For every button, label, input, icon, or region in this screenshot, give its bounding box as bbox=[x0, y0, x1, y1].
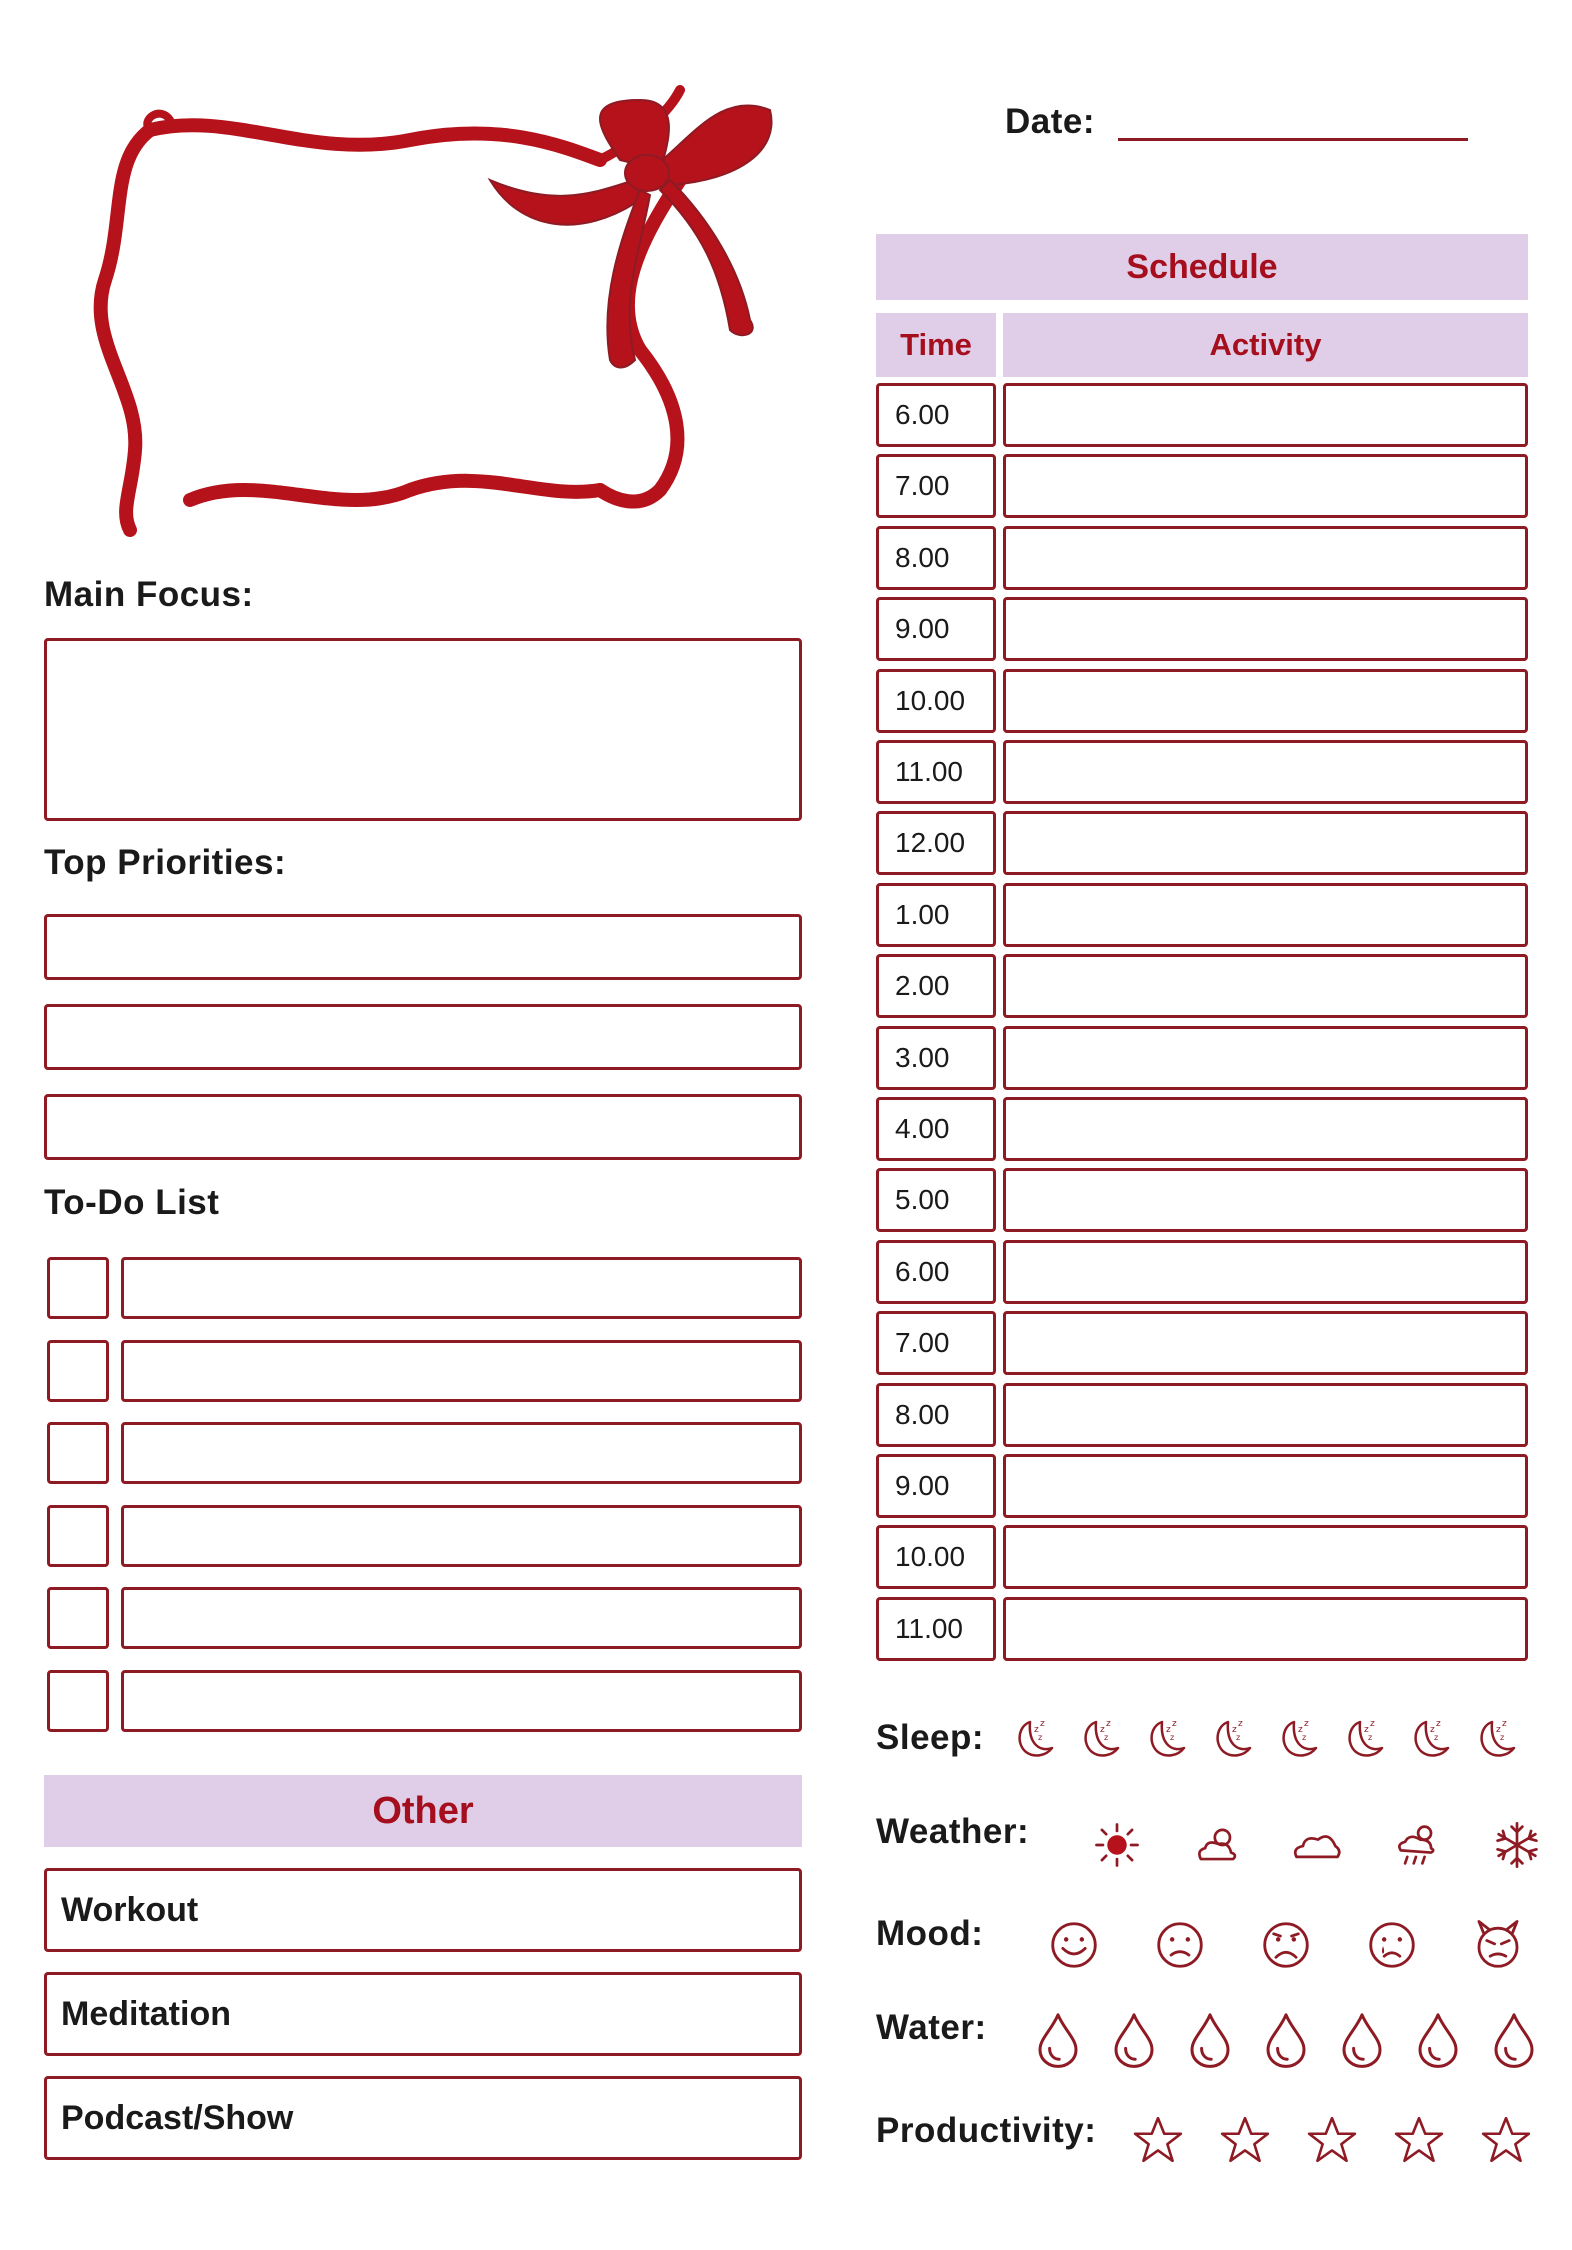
schedule-time-cell: 8.00 bbox=[876, 1383, 996, 1447]
sleep-moon-icon[interactable] bbox=[1272, 1714, 1322, 1764]
svg-text:z: z bbox=[1304, 1719, 1309, 1729]
svg-text:z: z bbox=[1298, 1725, 1303, 1735]
sleep-moon-icon[interactable] bbox=[1338, 1714, 1388, 1764]
svg-text:z: z bbox=[1100, 1725, 1105, 1735]
schedule-activity-cell[interactable] bbox=[1003, 454, 1528, 518]
cloudy-icon[interactable] bbox=[1290, 1818, 1344, 1872]
svg-text:z: z bbox=[1430, 1725, 1435, 1735]
rain-icon[interactable] bbox=[1390, 1818, 1444, 1872]
todo-item-field[interactable] bbox=[121, 1505, 802, 1567]
time-column-header: Time bbox=[876, 313, 996, 377]
svg-text:z: z bbox=[1302, 1733, 1307, 1742]
schedule-activity-cell[interactable] bbox=[1003, 740, 1528, 804]
sleep-moon-icon[interactable] bbox=[1404, 1714, 1454, 1764]
activity-column-header: Activity bbox=[1003, 313, 1528, 377]
other-meditation[interactable]: Meditation bbox=[44, 1972, 802, 2056]
svg-text:z: z bbox=[1038, 1733, 1043, 1742]
todo-item-field[interactable] bbox=[121, 1587, 802, 1649]
svg-text:z: z bbox=[1166, 1725, 1171, 1735]
star-icon[interactable] bbox=[1480, 2114, 1532, 2166]
schedule-time-cell: 7.00 bbox=[876, 454, 996, 518]
sun-icon[interactable] bbox=[1090, 1818, 1144, 1872]
star-icon[interactable] bbox=[1306, 2114, 1358, 2166]
angry-devil-face-icon[interactable] bbox=[1470, 1917, 1526, 1973]
svg-text:z: z bbox=[1436, 1719, 1441, 1729]
other-workout[interactable]: Workout bbox=[44, 1868, 802, 1952]
svg-text:z: z bbox=[1106, 1719, 1111, 1729]
water-drop-icon[interactable] bbox=[1256, 2010, 1316, 2070]
sleep-moon-icon[interactable] bbox=[1008, 1714, 1058, 1764]
svg-text:z: z bbox=[1236, 1733, 1241, 1742]
todo-item-field[interactable] bbox=[121, 1340, 802, 1402]
schedule-activity-cell[interactable] bbox=[1003, 954, 1528, 1018]
main-focus-label: Main Focus: bbox=[44, 575, 254, 614]
schedule-activity-cell[interactable] bbox=[1003, 1240, 1528, 1304]
productivity-label: Productivity: bbox=[876, 2111, 1097, 2150]
schedule-activity-cell[interactable] bbox=[1003, 1026, 1528, 1090]
sleep-moon-icon[interactable] bbox=[1470, 1714, 1520, 1764]
todo-label: To-Do List bbox=[44, 1183, 220, 1222]
svg-text:z: z bbox=[1496, 1725, 1501, 1735]
snowflake-icon[interactable] bbox=[1490, 1818, 1544, 1872]
schedule-activity-cell[interactable] bbox=[1003, 383, 1528, 447]
todo-checkbox[interactable] bbox=[47, 1422, 109, 1484]
schedule-activity-cell[interactable] bbox=[1003, 597, 1528, 661]
todo-item-field[interactable] bbox=[121, 1670, 802, 1732]
priority-field[interactable] bbox=[44, 1004, 802, 1070]
schedule-activity-cell[interactable] bbox=[1003, 1168, 1528, 1232]
sleep-moon-icon[interactable] bbox=[1140, 1714, 1190, 1764]
svg-text:z: z bbox=[1368, 1733, 1373, 1742]
svg-text:z: z bbox=[1104, 1733, 1109, 1742]
schedule-time-cell: 5.00 bbox=[876, 1168, 996, 1232]
weather-label: Weather: bbox=[876, 1812, 1030, 1851]
schedule-activity-cell[interactable] bbox=[1003, 883, 1528, 947]
top-priorities-label: Top Priorities: bbox=[44, 843, 287, 882]
schedule-activity-cell[interactable] bbox=[1003, 1525, 1528, 1589]
sleep-label: Sleep: bbox=[876, 1718, 985, 1757]
schedule-time-cell: 12.00 bbox=[876, 811, 996, 875]
todo-checkbox[interactable] bbox=[47, 1670, 109, 1732]
schedule-activity-cell[interactable] bbox=[1003, 1383, 1528, 1447]
sad-face-icon[interactable] bbox=[1152, 1917, 1208, 1973]
todo-checkbox[interactable] bbox=[47, 1340, 109, 1402]
schedule-time-cell: 11.00 bbox=[876, 740, 996, 804]
schedule-time-cell: 8.00 bbox=[876, 526, 996, 590]
svg-text:z: z bbox=[1172, 1719, 1177, 1729]
priority-field[interactable] bbox=[44, 914, 802, 980]
todo-item-field[interactable] bbox=[121, 1257, 802, 1319]
schedule-activity-cell[interactable] bbox=[1003, 1097, 1528, 1161]
schedule-header: Schedule bbox=[876, 234, 1528, 300]
schedule-time-cell: 10.00 bbox=[876, 669, 996, 733]
svg-text:z: z bbox=[1364, 1725, 1369, 1735]
svg-text:z: z bbox=[1232, 1725, 1237, 1735]
schedule-activity-cell[interactable] bbox=[1003, 669, 1528, 733]
water-label: Water: bbox=[876, 2008, 987, 2047]
schedule-time-cell: 6.00 bbox=[876, 383, 996, 447]
svg-text:z: z bbox=[1434, 1733, 1439, 1742]
schedule-time-cell: 11.00 bbox=[876, 1597, 996, 1661]
schedule-time-cell: 1.00 bbox=[876, 883, 996, 947]
water-drop-icon[interactable] bbox=[1484, 2010, 1544, 2070]
water-drop-icon[interactable] bbox=[1180, 2010, 1240, 2070]
water-drop-icon[interactable] bbox=[1104, 2010, 1164, 2070]
schedule-activity-cell[interactable] bbox=[1003, 1597, 1528, 1661]
water-drop-icon[interactable] bbox=[1408, 2010, 1468, 2070]
schedule-time-cell: 10.00 bbox=[876, 1525, 996, 1589]
todo-checkbox[interactable] bbox=[47, 1257, 109, 1319]
crying-face-icon[interactable] bbox=[1364, 1917, 1420, 1973]
todo-checkbox[interactable] bbox=[47, 1505, 109, 1567]
svg-text:z: z bbox=[1040, 1719, 1045, 1729]
schedule-activity-cell[interactable] bbox=[1003, 1311, 1528, 1375]
other-header: Other bbox=[44, 1775, 802, 1847]
happy-face-icon[interactable] bbox=[1046, 1917, 1102, 1973]
svg-text:z: z bbox=[1170, 1733, 1175, 1742]
schedule-activity-cell[interactable] bbox=[1003, 811, 1528, 875]
date-label: Date: bbox=[1005, 102, 1096, 141]
priority-field[interactable] bbox=[44, 1094, 802, 1160]
schedule-time-cell: 2.00 bbox=[876, 954, 996, 1018]
ribbon-frame-illustration bbox=[80, 70, 780, 560]
water-drop-icon[interactable] bbox=[1028, 2010, 1088, 2070]
svg-text:z: z bbox=[1370, 1719, 1375, 1729]
partly-cloudy-icon[interactable] bbox=[1190, 1818, 1244, 1872]
star-icon[interactable] bbox=[1219, 2114, 1271, 2166]
svg-text:z: z bbox=[1502, 1719, 1507, 1729]
other-podcast-show[interactable]: Podcast/Show bbox=[44, 2076, 802, 2160]
star-icon[interactable] bbox=[1393, 2114, 1445, 2166]
schedule-time-cell: 9.00 bbox=[876, 597, 996, 661]
schedule-activity-cell[interactable] bbox=[1003, 526, 1528, 590]
star-icon[interactable] bbox=[1132, 2114, 1184, 2166]
schedule-activity-cell[interactable] bbox=[1003, 1454, 1528, 1518]
main-focus-box[interactable] bbox=[44, 638, 802, 821]
frown-face-icon[interactable] bbox=[1258, 1917, 1314, 1973]
schedule-time-cell: 3.00 bbox=[876, 1026, 996, 1090]
todo-item-field[interactable] bbox=[121, 1422, 802, 1484]
todo-checkbox[interactable] bbox=[47, 1587, 109, 1649]
schedule-time-cell: 9.00 bbox=[876, 1454, 996, 1518]
water-drop-icon[interactable] bbox=[1332, 2010, 1392, 2070]
sleep-moon-icon[interactable] bbox=[1206, 1714, 1256, 1764]
svg-text:z: z bbox=[1500, 1733, 1505, 1742]
schedule-time-cell: 7.00 bbox=[876, 1311, 996, 1375]
sleep-moon-icon[interactable] bbox=[1074, 1714, 1124, 1764]
svg-text:z: z bbox=[1238, 1719, 1243, 1729]
schedule-time-cell: 4.00 bbox=[876, 1097, 996, 1161]
svg-text:z: z bbox=[1034, 1725, 1039, 1735]
date-line[interactable] bbox=[1118, 138, 1468, 141]
mood-label: Mood: bbox=[876, 1914, 984, 1953]
schedule-time-cell: 6.00 bbox=[876, 1240, 996, 1304]
